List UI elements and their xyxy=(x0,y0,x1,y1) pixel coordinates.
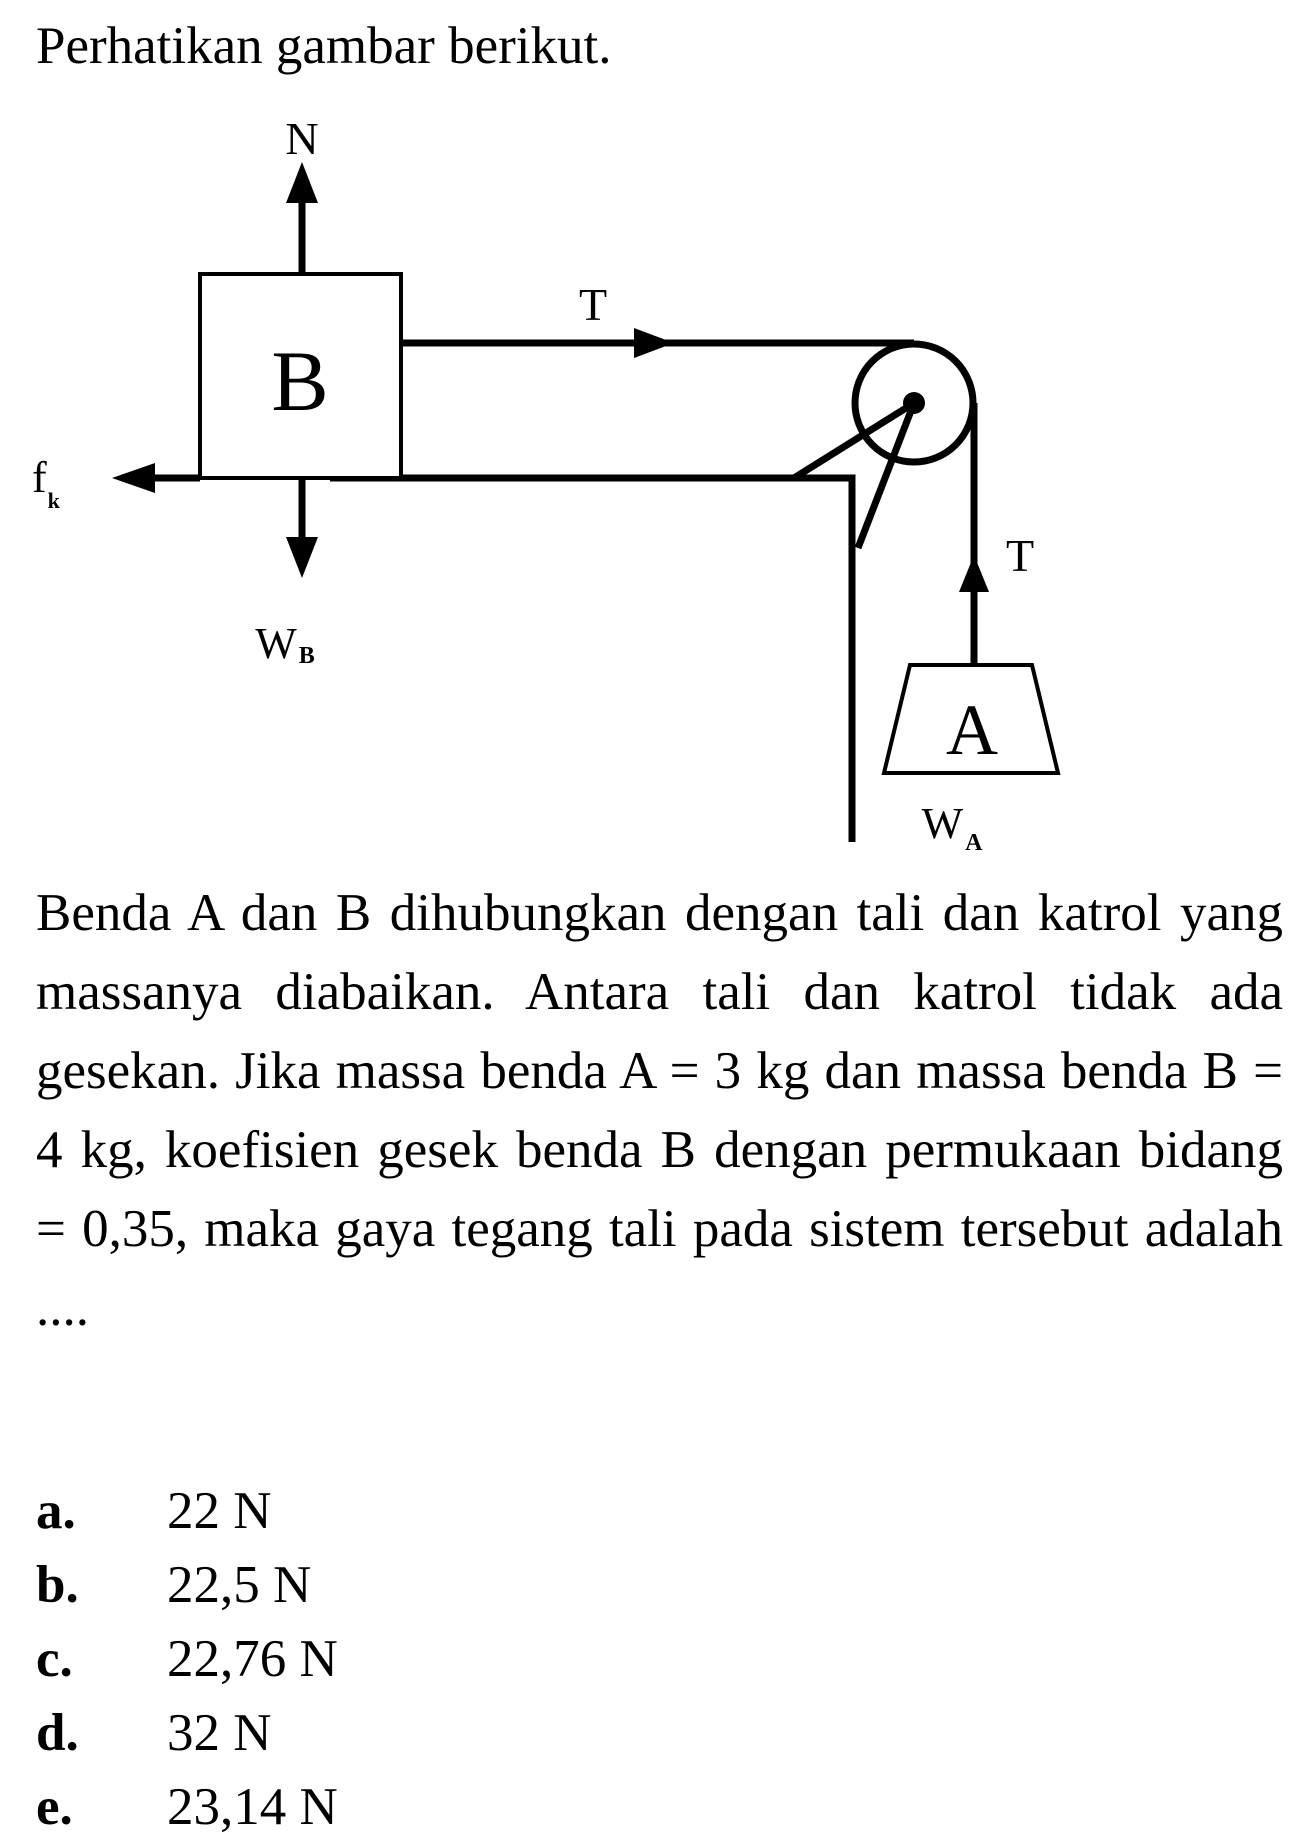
weight-b-arrow xyxy=(286,478,318,578)
answer-option-value: 22,5 N xyxy=(167,1556,312,1614)
weight-b-label: WB xyxy=(255,619,315,669)
tension-top-label: T xyxy=(578,279,608,330)
pulley-system-diagram xyxy=(0,80,1309,860)
answer-option-value: 22 N xyxy=(167,1482,272,1540)
answer-option-letter: b. xyxy=(36,1556,79,1614)
answer-option-letter: a. xyxy=(36,1482,76,1540)
answer-option-value: 23,14 N xyxy=(167,1778,338,1836)
weight-a-label: $W_A$ xyxy=(921,799,983,856)
table-surface xyxy=(330,478,852,842)
block-b-label: B xyxy=(271,333,329,429)
tension-side-label: T xyxy=(1005,530,1035,581)
answer-option-letter: d. xyxy=(36,1704,79,1762)
answer-option-letter: c. xyxy=(36,1630,73,1688)
problem-text: Benda A dan B dihubungkan dengan tali dan katrol yang massanya diabaikan. Antara tali dan katrol tidak ada gesekan. Jika massa benda A = 3 kg dan massa benda B = 4 kg, koefisien gesek benda B dengan permukaan bidang = 0,35, maka gaya tegang tali pada sistem tersebut adalah .... xyxy=(36,884,1283,1337)
answer-option-value: 22,76 N xyxy=(167,1630,338,1688)
answer-option-letter: e. xyxy=(36,1778,73,1836)
friction-force-label: $f_k$ xyxy=(32,453,60,513)
answer-option-value: 32 N xyxy=(167,1704,272,1762)
intro-text: Perhatikan gambar berikut. xyxy=(36,17,612,75)
block-a-label: A xyxy=(946,690,998,770)
normal-force-label: N xyxy=(285,113,319,164)
rope-vertical xyxy=(959,403,989,665)
rope-horizontal xyxy=(401,328,914,358)
normal-force-arrow xyxy=(286,162,318,274)
friction-force-arrow xyxy=(112,463,200,493)
